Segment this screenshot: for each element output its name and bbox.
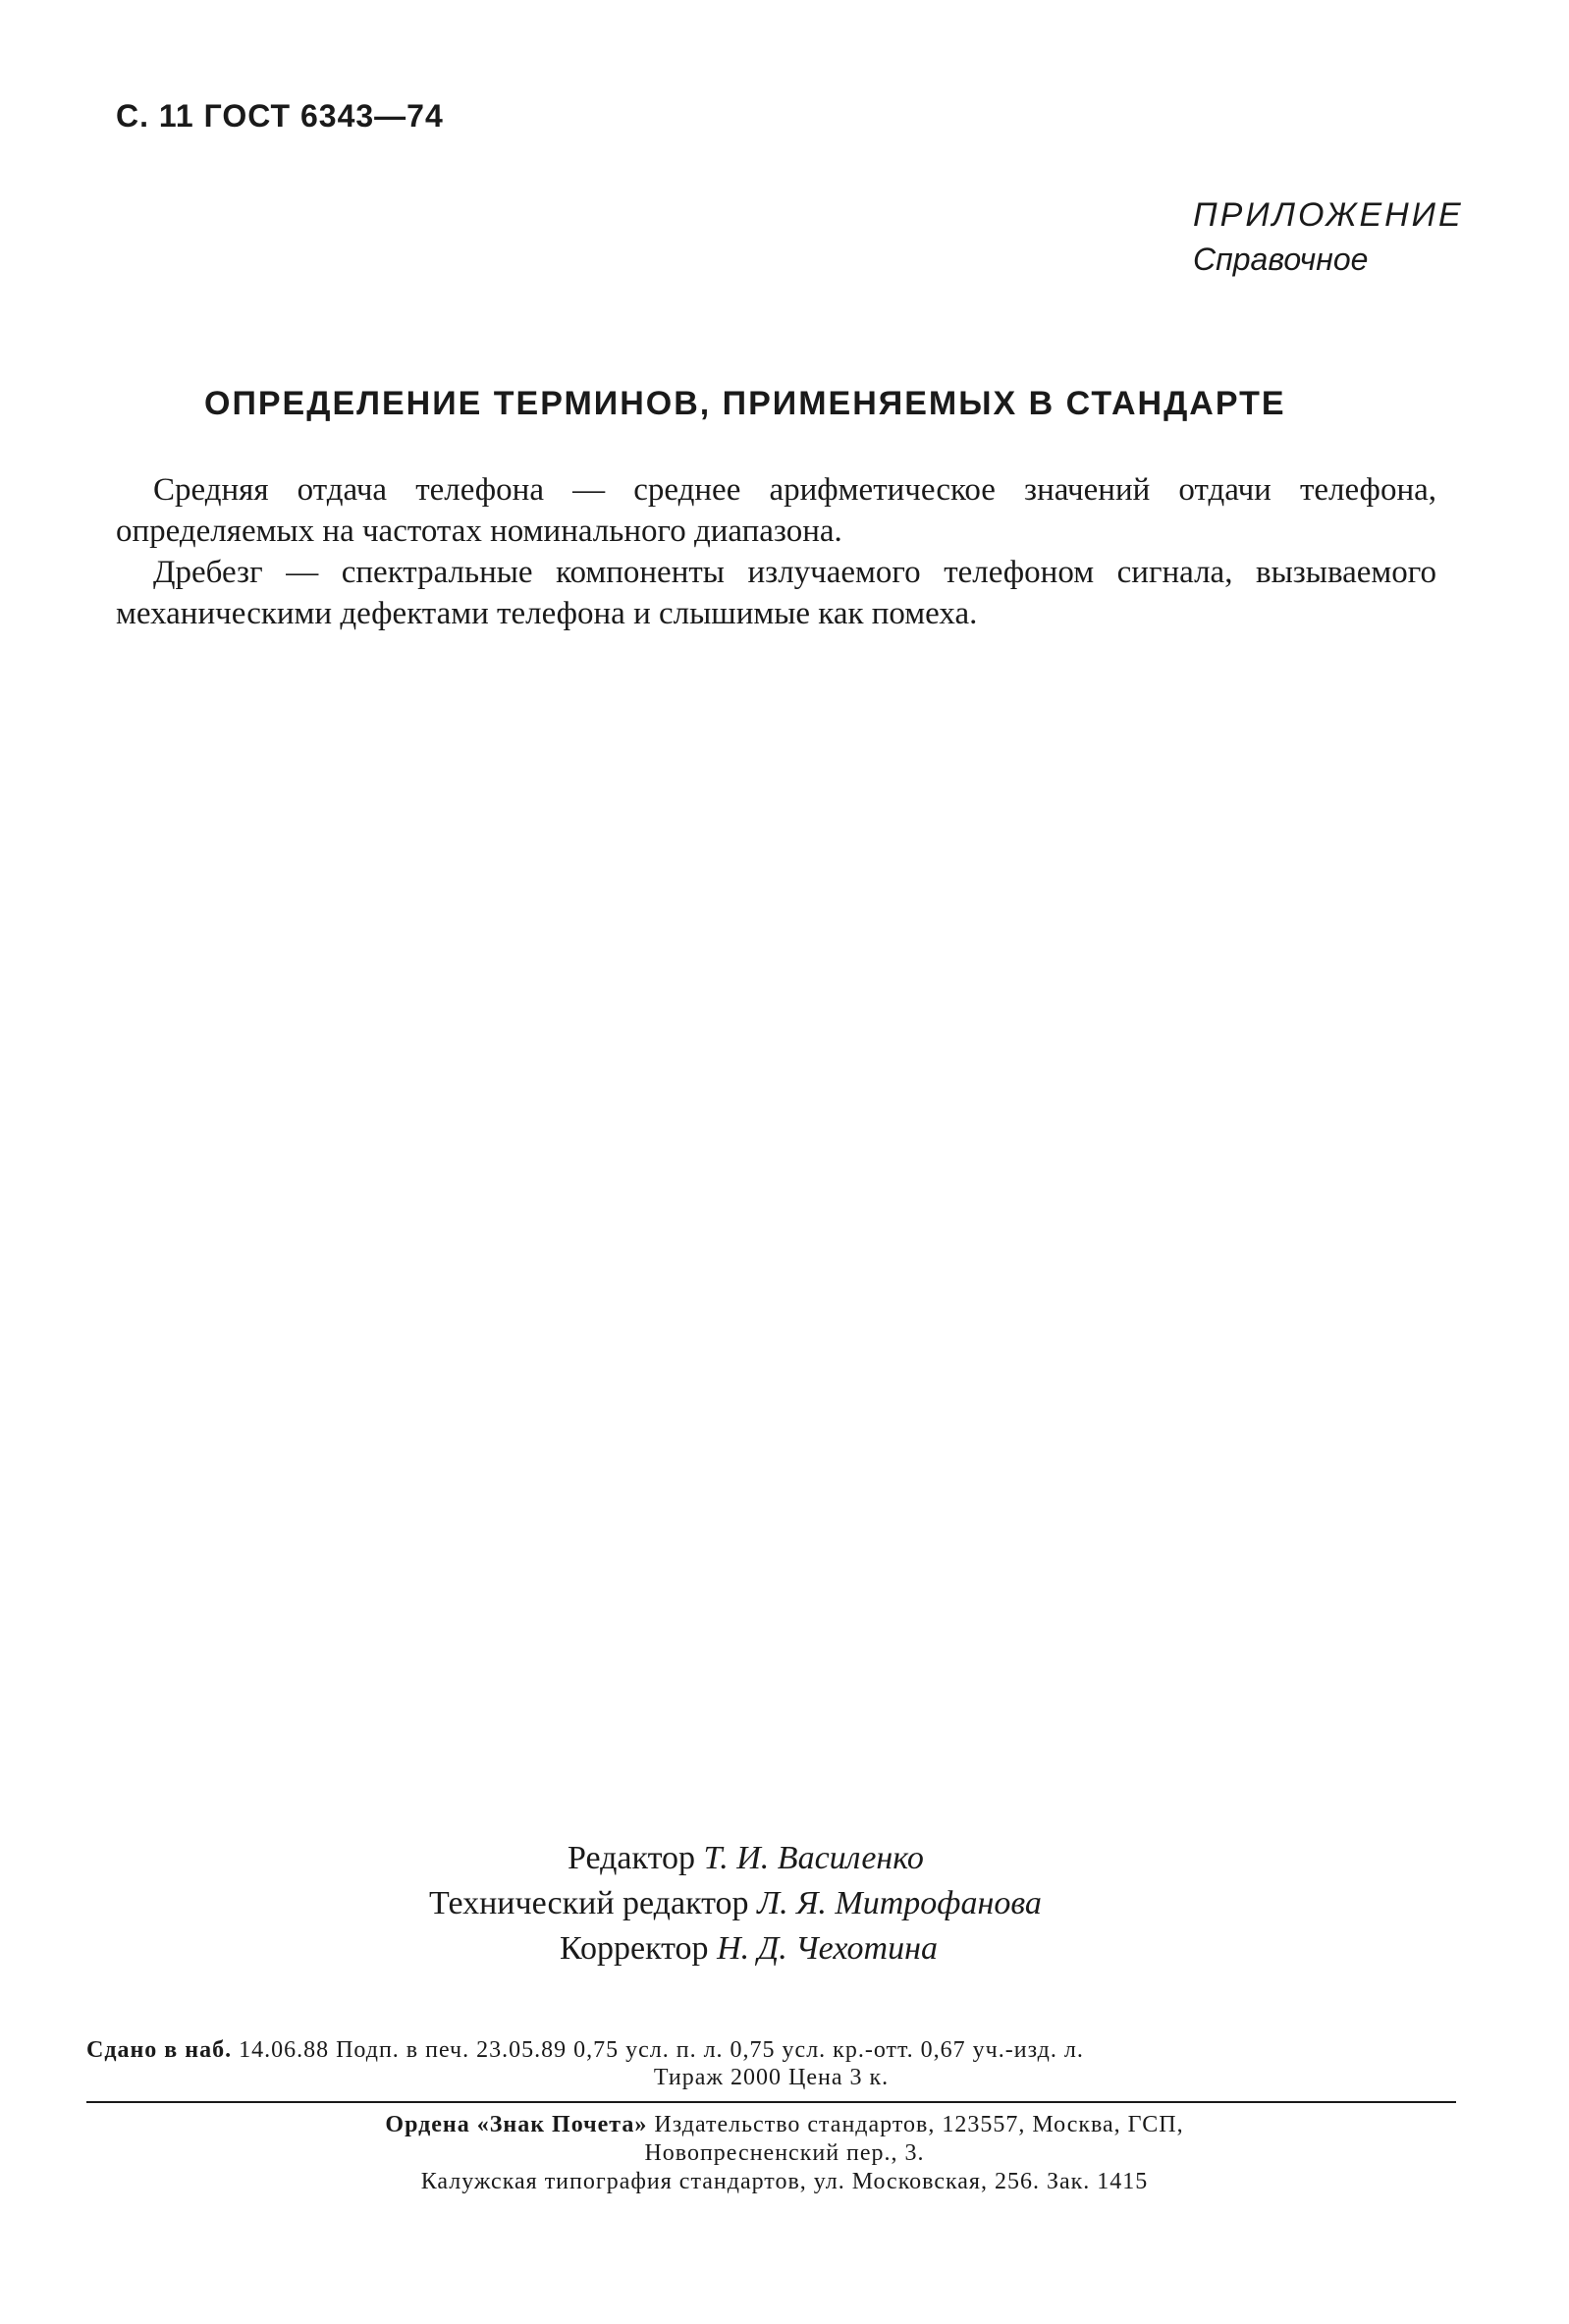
credit-editor: [568, 1836, 1569, 1881]
imprint-line-1: [86, 2036, 1456, 2064]
definition-rattle: Дребезг — спектральные компоненты излучаемого телефоном сигнала, вызываемого механическими дефектами телефона и слышимые как помеха.: [116, 555, 1436, 631]
credit-name: Т. И. Василенко: [703, 1840, 924, 1876]
credit-role: Технический редактор: [429, 1885, 749, 1921]
publisher-order: Ордена «Знак Почета»: [385, 2112, 648, 2137]
definitions-list: [116, 469, 1436, 634]
page-header: С. 11 ГОСТ 6343—74: [116, 98, 444, 134]
imprint-details: 14.06.88 Подп. в печ. 23.05.89 0,75 усл. п. л. 0,75 усл. кр.-отт. 0,67 уч.-изд. л.: [239, 2037, 1084, 2063]
publisher-line-3: Калужская типография стандартов, ул. Московская, 256. Зак. 1415: [420, 2169, 1149, 2194]
credit-role: Корректор: [560, 1930, 709, 1967]
credit-proofreader: [560, 1926, 1569, 1972]
credit-role: Редактор: [568, 1840, 695, 1876]
publisher-line-1: [0, 2111, 1569, 2139]
divider-line: [86, 2101, 1456, 2103]
imprint-label: Сдано в наб.: [86, 2037, 233, 2063]
appendix-label: [1193, 192, 1464, 281]
credit-technical-editor: [429, 1881, 1569, 1926]
publisher-line-2: Новопресненский пер., 3.: [644, 2140, 925, 2166]
credits: [0, 1836, 1569, 1972]
imprint-circulation: Тираж 2000 Цена 3 к.: [653, 2065, 890, 2090]
print-imprint: [86, 2036, 1456, 2091]
definition-average-output: Средняя отдача телефона — среднее арифметическое значений отдачи телефона, определяемых на частотах номинального диапазона.: [116, 472, 1436, 549]
appendix-title: ПРИЛОЖЕНИЕ: [1193, 196, 1464, 234]
section-title: ОПРЕДЕЛЕНИЕ ТЕРМИНОВ, ПРИМЕНЯЕМЫХ В СТАНДАРТЕ: [204, 385, 1286, 422]
appendix-subtitle: Справочное: [1193, 242, 1369, 277]
publisher-address: Издательство стандартов, 123557, Москва, ГСП,: [654, 2112, 1184, 2137]
credit-name: Л. Я. Митрофанова: [757, 1885, 1042, 1921]
credit-name: Н. Д. Чехотина: [717, 1930, 938, 1967]
publisher-info: [0, 2111, 1569, 2196]
